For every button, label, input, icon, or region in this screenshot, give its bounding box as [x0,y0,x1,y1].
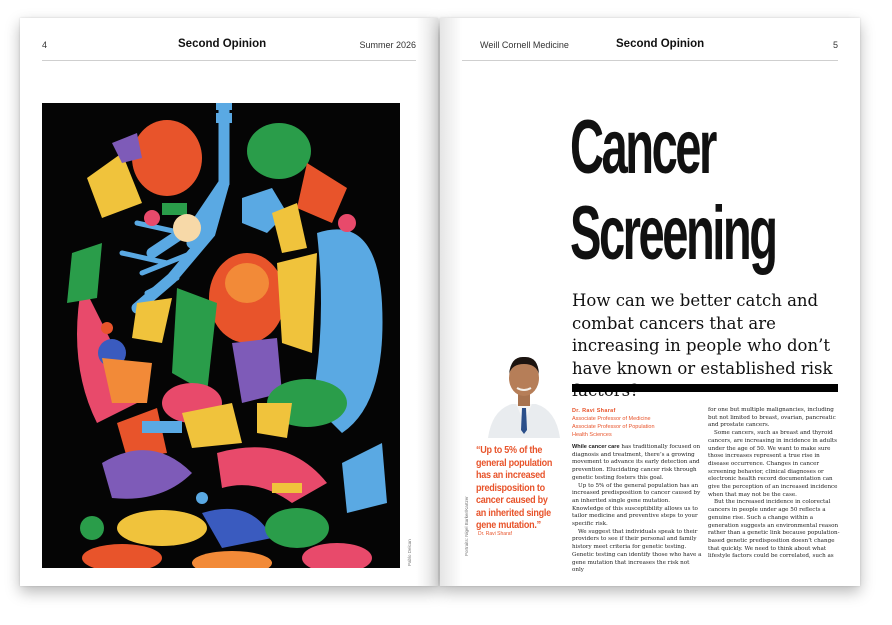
byline [572,407,655,439]
headline-line-2: Screening [570,191,776,276]
author-role-3: Health Sciences [572,432,612,438]
abstract-organs-illustration [42,103,400,568]
author-name: Dr. Ravi Sharaf [572,408,616,414]
pull-quote: “Up to 5% of the general population has an increased predisposition to cancer caused by an inherited single gene mutation.” [476,444,553,531]
body-column-2 [708,407,842,561]
paragraph: Some cancers, such as breast and thyroid cancers, are increasing in incidence in adults under the age of 50. We want to make sure those increases represent a true rise in disease occurrence. Changes in cancer screening behavior, clinical diagnoses or electronic health record documentation can give the perception of an increased incidence when that may not be the case. [708,430,838,498]
paragraph: But the increased incidence in colorectal cancers in people under age 50 reflects a genuine rise. Such a change within a generation suggests an environmental reason rather than a genetic link because population-based genetic predisposition doesn’t change that quickly. We need to think about what lifestyle factors could be correlated, such as [708,499,840,560]
headline-line-1: Cancer [570,105,715,190]
illustration [42,103,400,568]
masthead: Second Opinion [178,38,267,50]
author-portrait [484,344,564,438]
author-role-1: Associate Professor of Medicine [572,416,651,422]
paragraph: We suggest that individuals speak to their providers to see if their personal and family history meet criteria for genetic testing. Genetic testing can identify those who have a gene mutation that increases the risk not only [572,528,702,574]
gutter-shadow [416,18,438,586]
paragraph: for one but multiple malignancies, including but not limited to breast, ovarian, pancreatic and prostate cancers. [708,407,836,429]
issue-date: Summer 2026 [359,40,416,50]
body-column-1 [572,444,702,575]
paragraph [572,444,702,483]
right-page [440,18,860,586]
deck-subheading: How can we better catch and combat cancers that are increasing in people who don’t have known or established risk [572,291,833,378]
author-role-2: Associate Professor of Population [572,424,655,430]
page-number: 5 [832,40,838,50]
gutter-shadow [440,18,462,586]
lead-in: While cancer care [572,444,620,450]
paragraph-text: has traditionally focused on diagnosis and treatment, there’s a growing movement to advance its early detection and prevention. Elucidating cancer risk through genetic testing fosters this goal. [572,444,701,481]
left-running-header [42,38,416,61]
heavy-rule [572,384,838,392]
masthead: Second Opinion [616,38,705,50]
paragraph: Up to 5% of the general population has an increased predisposition to cancer caused by an inherited single gene mutation. Knowledge of this susceptibility allows us to tailor medicine and preventive steps to your specific risk. [572,482,701,528]
art-credit: Pablo Delcan [407,539,412,566]
right-running-header [462,38,838,61]
page-number: 4 [42,40,48,50]
photo-credit: Portraits: Nigel Barker/Kartzer [464,496,469,556]
left-page [20,18,438,586]
institution-name: Weill Cornell Medicine [480,40,569,50]
pull-quote-attribution: Dr. Ravi Sharaf [478,531,512,537]
